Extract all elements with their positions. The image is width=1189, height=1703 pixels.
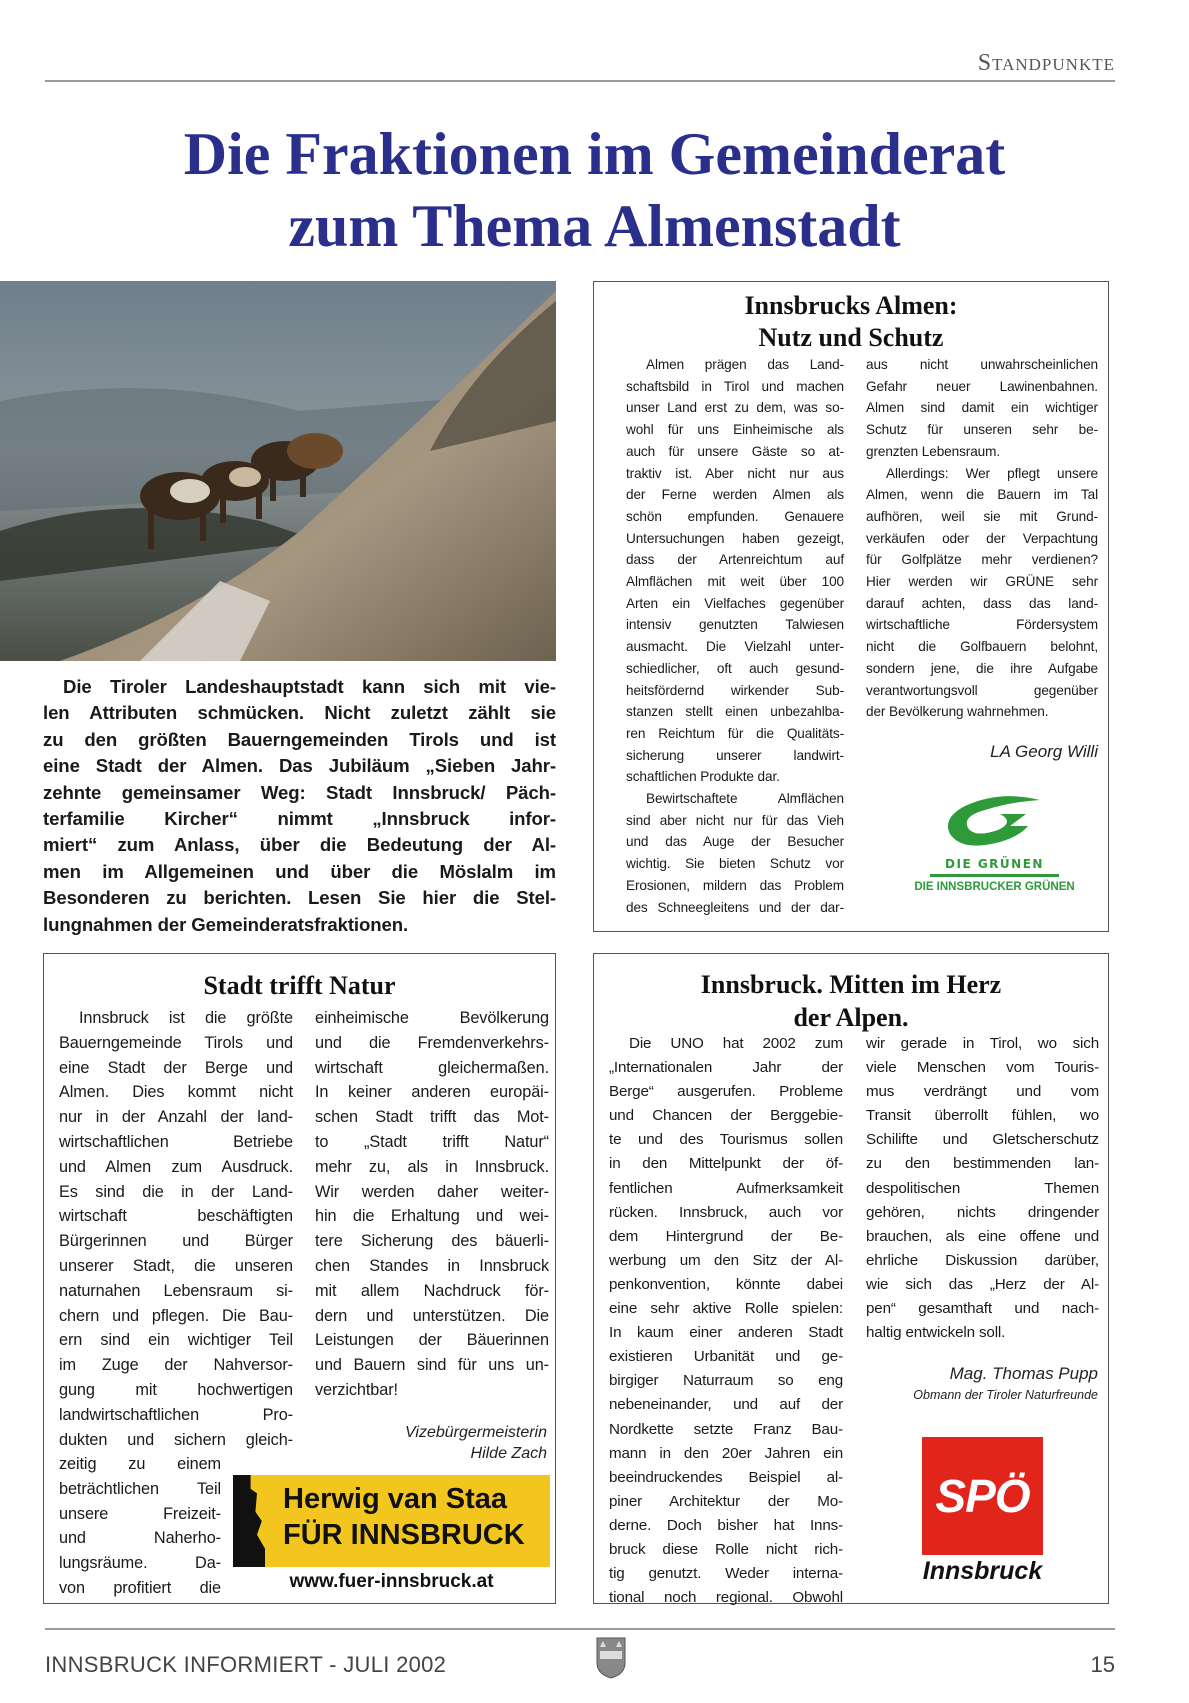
- text-line: wirtschaftlichen Betriebe: [59, 1132, 293, 1151]
- spoe-statement-box: [593, 953, 1109, 1607]
- text-line: Wir werden daher weiter-: [315, 1182, 549, 1201]
- text-line: wohl für uns Einheimische als: [626, 422, 844, 438]
- text-line: to „Stadt trifft Natur“: [315, 1132, 549, 1151]
- oevp-ad-text: [283, 1481, 525, 1553]
- text-line: viele Menschen vom Touris-: [866, 1059, 1099, 1077]
- text-line: tig genutzt. Weder interna-: [609, 1565, 843, 1583]
- text-line: dukten und sichern gleich-: [59, 1430, 293, 1449]
- oevp-ad-url[interactable]: www.fuer-innsbruck.at: [289, 1571, 494, 1592]
- spoe-title-line-1: Innsbruck. Mitten im Herz: [700, 970, 1002, 999]
- text-line: terfamilie Kircher“ nimmt „Innsbruck infor-: [43, 808, 556, 830]
- text-line: beträchtlichen Teil: [59, 1479, 221, 1498]
- text-line: mus verdrängt und vom: [866, 1083, 1099, 1101]
- text-line: für Golfplätze mehr verdienen?: [866, 552, 1098, 568]
- footer-rule: [45, 1628, 1115, 1630]
- text-line: intensiv genutzten Talwiesen: [626, 617, 844, 633]
- text-line: Die Tiroler Landeshauptstadt kann sich mit vie-: [63, 676, 556, 697]
- oevp-ad-line-1: Herwig van Staa: [283, 1483, 508, 1515]
- text-line: schen Stadt trifft das Mot-: [315, 1108, 549, 1127]
- text-line: Bürgerinnen und Bürger: [59, 1232, 293, 1251]
- oevp-signature-role: Vizebürgermeisterin: [405, 1424, 547, 1441]
- text-line: Bauerngemeinde Tirols und: [59, 1033, 293, 1052]
- greens-signature: LA Georg Willi: [990, 742, 1098, 761]
- text-line: verantwortungsvoll gegenüber: [866, 682, 1098, 698]
- text-line: Almen, wenn die Bauern im Tal: [866, 487, 1098, 503]
- text-line: und Chancen der Berggebie-: [609, 1107, 843, 1125]
- text-line: bruck diese Rolle nicht rich-: [609, 1540, 843, 1558]
- greens-title: [594, 290, 1108, 354]
- text-line: im Zuge der Nahversor-: [59, 1356, 293, 1375]
- text-line: naturnahen Lebensraum si-: [59, 1281, 293, 1300]
- text-line: birgiger Naturraum so eng: [609, 1372, 843, 1390]
- text-line: traktiv ist. Aber nicht nur aus: [626, 465, 844, 481]
- oevp-statement-box: [43, 953, 556, 1604]
- text-line: nur in der Anzahl der land-: [59, 1108, 293, 1127]
- text-line: haltig entwickeln soll.: [866, 1324, 1006, 1342]
- text-line: Schutz für unseren sehr be-: [866, 422, 1098, 438]
- text-line: schaftsbild in Tirol und machen: [626, 378, 844, 394]
- text-line: existieren Urbanität und ge-: [609, 1348, 843, 1366]
- text-line: hin die Erhaltung und wei-: [315, 1207, 549, 1226]
- text-line: Die UNO hat 2002 zum: [629, 1035, 843, 1052]
- text-line: der Ferne werden Almen als: [626, 487, 844, 503]
- text-line: „Internationalen Jahr der: [609, 1059, 843, 1077]
- text-line: pen“ gesamthaft und nach-: [866, 1300, 1099, 1318]
- greens-logo-name: DIE GRÜNEN: [945, 857, 1044, 871]
- text-line: Nordkette setzte Franz Bau-: [609, 1420, 843, 1438]
- text-line: Arten ein Vielfaches gegenüber: [626, 595, 844, 611]
- greens-logo-sub: DIE INNSBRUCKER GRÜNEN: [914, 881, 1075, 893]
- text-line: unserer Stadt, die unseren: [59, 1256, 293, 1275]
- text-line: chen Standes in Innsbruck: [315, 1256, 549, 1275]
- text-line: in den Mittelpunkt der öf-: [609, 1155, 843, 1173]
- text-line: Transit überrollt fühlen, wo: [866, 1107, 1099, 1125]
- text-line: ern sind ein wichtiger Teil: [59, 1331, 293, 1350]
- greens-g-icon: [940, 792, 1050, 854]
- text-line: schön empfunden. Genauere: [626, 508, 844, 524]
- text-line: ehrliche Diskussion darüber,: [866, 1251, 1099, 1269]
- text-line: gung mit hochwertigen: [59, 1380, 293, 1399]
- text-line: nebeneinander, und auf der: [609, 1396, 843, 1414]
- text-line: piner Architektur der Mo-: [609, 1492, 843, 1510]
- text-line: Allerdings: Wer pflegt unsere: [886, 465, 1098, 481]
- text-line: tere Sicherung des bäuerli-: [315, 1232, 549, 1251]
- greens-statement-box: [593, 281, 1109, 932]
- oevp-title: Stadt trifft Natur: [203, 971, 396, 1000]
- text-line: derne. Doch bisher hat Inns-: [609, 1516, 843, 1534]
- text-line: und das Auge der Besucher: [626, 834, 844, 850]
- text-line: ausmacht. Die Vielzahl unter-: [626, 639, 844, 655]
- text-line: despolitischen Themen: [866, 1179, 1099, 1197]
- text-line: Schilifte und Gletscherschutz: [866, 1131, 1099, 1149]
- text-line: werbung um den Sitz der Al-: [609, 1251, 843, 1269]
- text-line: Bewirtschaftete Almflächen: [646, 791, 844, 807]
- text-line: tional noch regional. Obwohl: [609, 1589, 843, 1607]
- text-line: Almflächen mit weit über 100: [626, 574, 844, 590]
- header-rule: [45, 80, 1115, 82]
- text-line: dern und unterstützen. Die: [315, 1306, 549, 1325]
- greens-column-2: [866, 354, 1098, 723]
- text-line: und die Fremdenverkehrs-: [315, 1033, 549, 1052]
- text-line: Es sind die in der Land-: [59, 1182, 293, 1201]
- spoe-logo-text: SPÖ: [935, 1470, 1030, 1522]
- greens-logo: [912, 792, 1077, 893]
- text-line: Berge“ ausgerufen. Probleme: [609, 1083, 843, 1101]
- text-line: wie sich das „Herz der Al-: [866, 1275, 1099, 1293]
- text-line: penkonvention, könnte dabei: [609, 1275, 843, 1293]
- section-label: Standpunkte: [977, 50, 1115, 76]
- page-title-line-1: Die Fraktionen im Gemeinderat: [183, 121, 1006, 187]
- text-line: Almen. Dies kommt nicht: [59, 1083, 293, 1102]
- text-line: aufhören, weil sie mit Grund-: [866, 508, 1098, 524]
- text-line: Almen prägen das Land-: [646, 357, 844, 372]
- spoe-title: [594, 968, 1108, 1034]
- text-line: und Naherho-: [59, 1529, 221, 1548]
- text-line: Erosionen, mildern das Problem: [626, 877, 844, 893]
- spoe-signature-name: Mag. Thomas Pupp: [949, 1364, 1098, 1383]
- greens-title-line-1: Innsbrucks Almen:: [744, 291, 958, 320]
- text-line: chern und pflegen. Die Bau-: [59, 1306, 293, 1325]
- text-line: zehnte gemeinsamer Weg: Stadt Innsbruck/ Päch-: [43, 781, 556, 803]
- innsbruck-coat-of-arms-icon: [596, 1637, 626, 1679]
- text-line: Innsbruck ist die größte: [79, 1009, 293, 1027]
- text-line: wir gerade in Tirol, wo sich: [866, 1035, 1099, 1052]
- text-line: aus nicht unwahrscheinlichen: [866, 357, 1098, 372]
- footer-publication: INNSBRUCK INFORMIERT - JULI 2002: [45, 1652, 447, 1677]
- text-line: wirtschaftliche Fördersystem: [866, 617, 1098, 633]
- greens-title-line-2: Nutz und Schutz: [758, 323, 944, 352]
- text-line: nicht die Golfbauern belohnt,: [866, 639, 1098, 655]
- text-line: stanzen stellt einen unbezahlba-: [626, 704, 844, 720]
- text-line: zeitig zu einem: [59, 1455, 221, 1473]
- text-line: des Schneegleitens und der dar-: [626, 899, 844, 915]
- text-line: eine Stadt der Almen. Das Jubiläum „Sieben Jahr-: [43, 755, 556, 777]
- text-line: ren Reichtum für die Qualitäts-: [626, 725, 844, 741]
- text-line: wirtschaft beschäftigten: [59, 1207, 293, 1226]
- text-line: unsere Freizeit-: [59, 1504, 221, 1523]
- text-line: Leistungen der Bäuerinnen: [315, 1331, 549, 1350]
- text-line: rücken. Innsbruck, auch vor: [609, 1203, 843, 1221]
- text-line: fentlichen Aufmerksamkeit: [609, 1179, 843, 1197]
- text-line: beeindruckendes Beispiel al-: [609, 1468, 843, 1486]
- text-line: dass der Artenreichtum auf: [626, 552, 844, 568]
- text-line: Besonderen zu berichten. Lesen Sie hier die Stel-: [43, 887, 556, 909]
- spoe-title-line-2: der Alpen.: [793, 1003, 909, 1032]
- greens-logo-bar: [930, 874, 1059, 877]
- text-line: len Attributen schmücken. Nicht zuletzt zählt sie: [43, 702, 556, 724]
- greens-column-1: [626, 354, 844, 918]
- text-line: Untersuchungen haben gezeigt,: [626, 530, 844, 546]
- spoe-logo-sub: Innsbruck: [922, 1557, 1043, 1585]
- text-line: lungsräume. Da-: [59, 1554, 221, 1573]
- text-line: schaftlichen Produkte dar.: [626, 769, 780, 785]
- text-line: te und des Tourismus sollen: [609, 1131, 843, 1149]
- oevp-ad-line-2: FÜR INNSBRUCK: [283, 1519, 525, 1551]
- text-line: verzichtbar!: [315, 1380, 398, 1399]
- text-line: zu den größten Bauerngemeinden Tirols und ist: [43, 728, 556, 750]
- text-line: und Bauern sind für uns un-: [315, 1356, 549, 1375]
- spoe-column-1: [609, 1032, 843, 1610]
- text-line: schiedlicher, oft auch gesund-: [626, 660, 844, 676]
- text-line: In kaum einer anderen Stadt: [609, 1324, 843, 1342]
- tower-silhouette-icon: [233, 1475, 265, 1567]
- text-line: unser Land erst zu dem, was so-: [626, 400, 844, 416]
- text-line: eine sehr aktive Rolle spielen:: [609, 1300, 843, 1318]
- oevp-column-1: [59, 1006, 293, 1452]
- text-line: und Almen zum Ausdruck.: [59, 1157, 293, 1176]
- text-line: mit allem Nachdruck för-: [315, 1281, 549, 1300]
- page-title-line-2: zum Thema Almenstadt: [288, 193, 901, 259]
- text-line: verkäufen oder der Verpachtung: [866, 530, 1098, 546]
- text-line: sicherung unserer landwirt-: [626, 747, 844, 763]
- text-line: miert“ zum Anlass, über die Bedeutung der Al-: [43, 834, 556, 856]
- oevp-signature: [405, 1422, 547, 1464]
- intro-text: [43, 674, 556, 938]
- text-line: Almen sind damit ein wichtiger: [866, 400, 1098, 416]
- spoe-signature-role: Obmann der Tiroler Naturfreunde: [913, 1388, 1098, 1402]
- text-line: zu den bestimmenden lan-: [866, 1155, 1099, 1173]
- text-line: lungnahmen der Gemeinderatsfraktionen.: [43, 913, 409, 935]
- text-line: Hier werden wir GRÜNE sehr: [866, 574, 1098, 590]
- text-line: brauchen, als eine offene und: [866, 1227, 1099, 1245]
- oevp-column-1-narrow: [59, 1452, 221, 1601]
- text-line: gehören, nichts dringender: [866, 1203, 1099, 1221]
- text-line: Gefahr neuer Lawinenbahnen.: [866, 378, 1098, 394]
- text-line: sondern jene, die ihre Aufgabe: [866, 660, 1098, 676]
- text-line: wirtschaft gleichermaßen.: [315, 1058, 549, 1077]
- text-line: In keiner anderen europäi-: [315, 1083, 549, 1102]
- text-line: einheimische Bevölkerung: [315, 1009, 549, 1027]
- text-line: eine Stadt der Berge und: [59, 1058, 293, 1077]
- text-line: men im Allgemeinen und über die Möslalm im: [43, 860, 556, 882]
- text-line: darauf achten, dass das land-: [866, 595, 1098, 611]
- page-title: [0, 118, 1189, 262]
- oevp-ad-banner: [233, 1475, 550, 1567]
- text-line: mehr zu, als in Innsbruck.: [315, 1157, 549, 1176]
- text-line: grenzten Lebensraum.: [866, 443, 1001, 459]
- alpine-cows-photo: [0, 281, 556, 661]
- text-line: heitsfördernd wirkender Sub-: [626, 682, 844, 698]
- text-line: dem Hintergrund der Be-: [609, 1227, 843, 1245]
- text-line: von profitiert die: [59, 1578, 221, 1597]
- page-number: 15: [1090, 1652, 1115, 1677]
- spoe-column-2: [866, 1032, 1099, 1345]
- spoe-logo: [922, 1437, 1043, 1555]
- text-line: sind aber nicht nur für das Vieh: [626, 812, 844, 828]
- text-line: auch für unsere Gäste so at-: [626, 443, 844, 459]
- text-line: wichtig. Sie bieten Schutz vor: [626, 856, 844, 872]
- oevp-signature-name: Hilde Zach: [470, 1445, 547, 1462]
- oevp-column-2: [315, 1006, 549, 1403]
- text-line: landwirtschaftlichen Pro-: [59, 1405, 293, 1424]
- text-line: mann in den 20er Jahren ein: [609, 1444, 843, 1462]
- text-line: der Bevölkerung wahrnehmen.: [866, 704, 1049, 720]
